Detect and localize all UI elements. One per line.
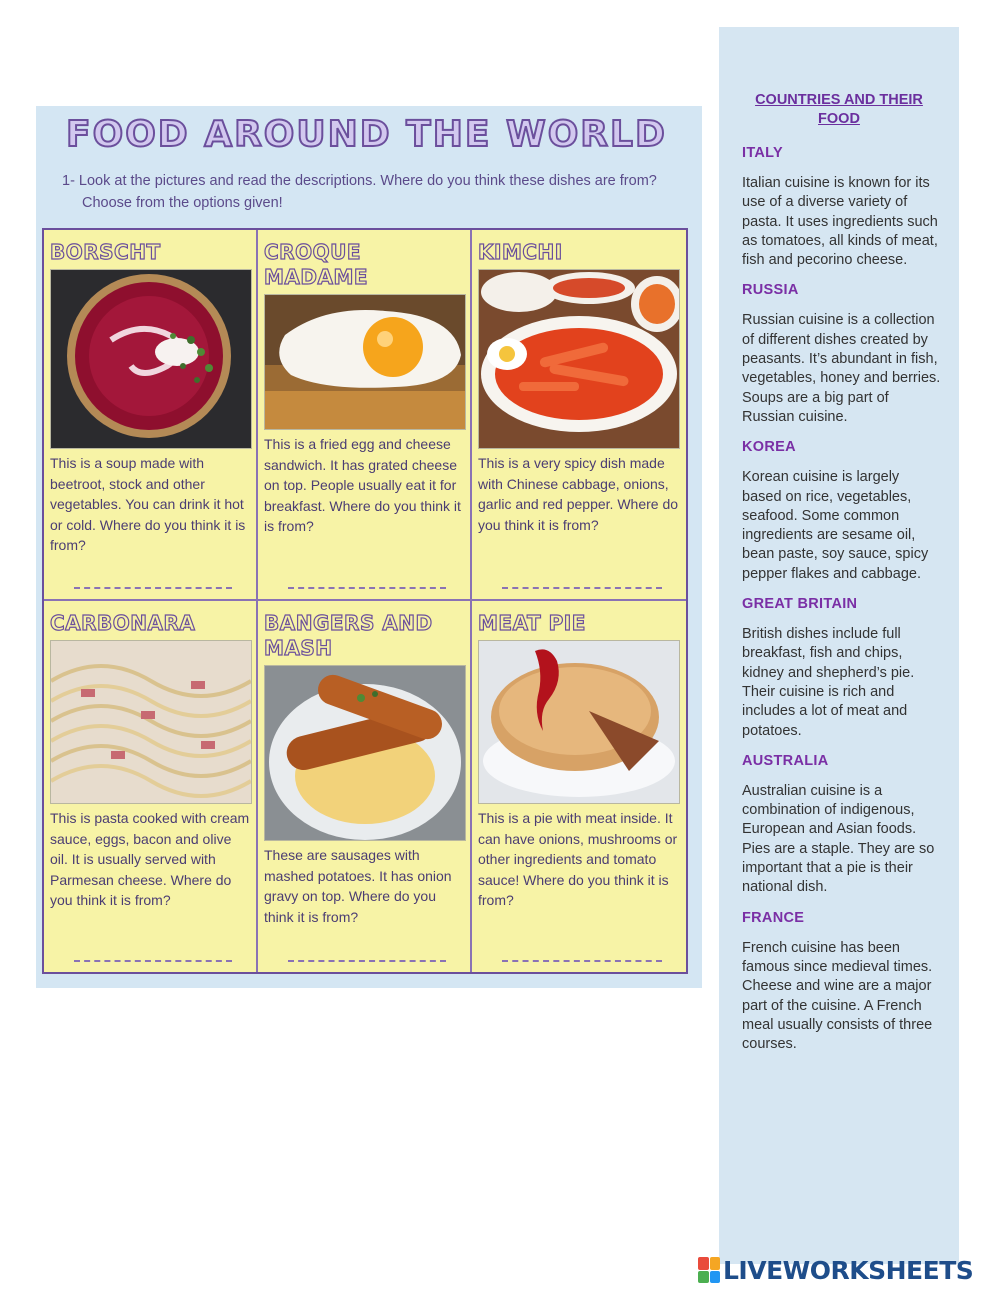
country-text-australia: Australian cuisine is a combination of indigenous, European and Asian foods. Pies are a staple. They are so important that a pie is their national dish. xyxy=(742,782,935,896)
dish-description: This is a fried egg and cheese sandwich. It has grated cheese on top. People usually eat it for breakfast. Where do you think it is from? xyxy=(264,436,461,534)
answer-blank[interactable] xyxy=(288,960,446,962)
liveworksheets-brand[interactable] xyxy=(698,1254,973,1286)
countries-sidebar xyxy=(719,27,959,1264)
answer-blank[interactable] xyxy=(74,587,232,589)
dish-card-meat-pie xyxy=(472,601,686,972)
country-text-great-britain: British dishes include full breakfast, fish and chips, kidney and shepherd’s pie. Their cuisine is rich and includes a lot of meat and potatoes. xyxy=(742,626,915,739)
kimchi-photo xyxy=(478,269,680,449)
brand-text: LIVEWORKSHEETS xyxy=(723,1255,974,1285)
country-text-france: French cuisine has been famous since medieval times. Cheese and wine are a major part of the cuisine. A French meal usually consists of three courses. xyxy=(742,939,933,1053)
country-name-russia: RUSSIA xyxy=(742,282,799,299)
country-name-france: FRANCE xyxy=(742,909,805,926)
answer-blank[interactable] xyxy=(74,960,232,962)
dish-card-bangers-and-mash xyxy=(258,601,472,972)
dish-description: These are sausages with mashed potatoes. It has onion gravy on top. Where do you think it is from? xyxy=(264,847,452,925)
dish-card-carbonara xyxy=(44,601,258,972)
bangers-and-mash-photo xyxy=(264,665,466,841)
country-name-korea: KOREA xyxy=(742,439,796,456)
dish-name: MEAT PIE xyxy=(478,611,586,635)
country-text-korea: Korean cuisine is largely based on rice, vegetables, seafood. Some common ingredients are sesame oil, bean paste, soy sauce, spicy pepper flakes and cabbage. xyxy=(742,469,929,582)
country-text-russia: Russian cuisine is a collection of different dishes created by peasants. It’s abundant in fish, vegetables, honey and berries. Soups are a big part of Russian cuisine. xyxy=(742,312,941,425)
meat-pie-photo xyxy=(478,640,680,804)
country-name-australia: AUSTRALIA xyxy=(742,752,829,769)
answer-blank[interactable] xyxy=(502,587,662,589)
dish-card-croque-madame xyxy=(258,230,472,601)
worksheet-title: FOOD AROUND THE WORLD xyxy=(66,114,667,155)
dish-card-kimchi xyxy=(472,230,686,601)
country-list xyxy=(742,145,942,1066)
worksheet-instruction: 1- Look at the pictures and read the descriptions. Where do you think these dishes are from? Choose from the options given! xyxy=(62,173,657,211)
worksheet-panel xyxy=(36,106,702,988)
country-name-great-britain: GREAT BRITAIN xyxy=(742,596,858,613)
borscht-photo xyxy=(50,269,252,449)
dish-name: BORSCHT xyxy=(50,240,161,264)
liveworksheets-logo-icon xyxy=(698,1257,720,1283)
dish-name: BANGERS AND MASH xyxy=(264,611,433,660)
answer-blank[interactable] xyxy=(288,587,446,589)
sidebar-title: COUNTRIES AND THEIR FOOD xyxy=(755,92,923,127)
dish-description: This is pasta cooked with cream sauce, eggs, bacon and olive oil. It is usually served with Parmesan cheese. Where do you think it is from? xyxy=(50,810,250,908)
country-text-italy: Italian cuisine is known for its use of a diverse variety of pasta. It uses ingredients such as tomatoes, all kinds of meat, fish and pecorino cheese. xyxy=(742,175,938,269)
dish-name: KIMCHI xyxy=(478,240,563,264)
dish-grid xyxy=(42,228,688,974)
answer-blank[interactable] xyxy=(502,960,662,962)
carbonara-photo xyxy=(50,640,252,804)
dish-name: CROQUE MADAME xyxy=(264,240,369,289)
dish-description: This is a very spicy dish made with Chinese cabbage, onions, garlic and red pepper. Where do you think it is from? xyxy=(478,455,679,533)
dish-name: CARBONARA xyxy=(50,611,196,635)
croque-madame-photo xyxy=(264,294,466,430)
country-name-italy: ITALY xyxy=(742,145,783,161)
dish-card-borscht xyxy=(44,230,258,601)
dish-description: This is a pie with meat inside. It can have onions, mushrooms or other ingredients and tomato sauce! Where do you think it is from? xyxy=(478,810,678,908)
dish-description: This is a soup made with beetroot, stock and other vegetables. You can drink it hot or cold. Where do you think it is from? xyxy=(50,455,246,553)
